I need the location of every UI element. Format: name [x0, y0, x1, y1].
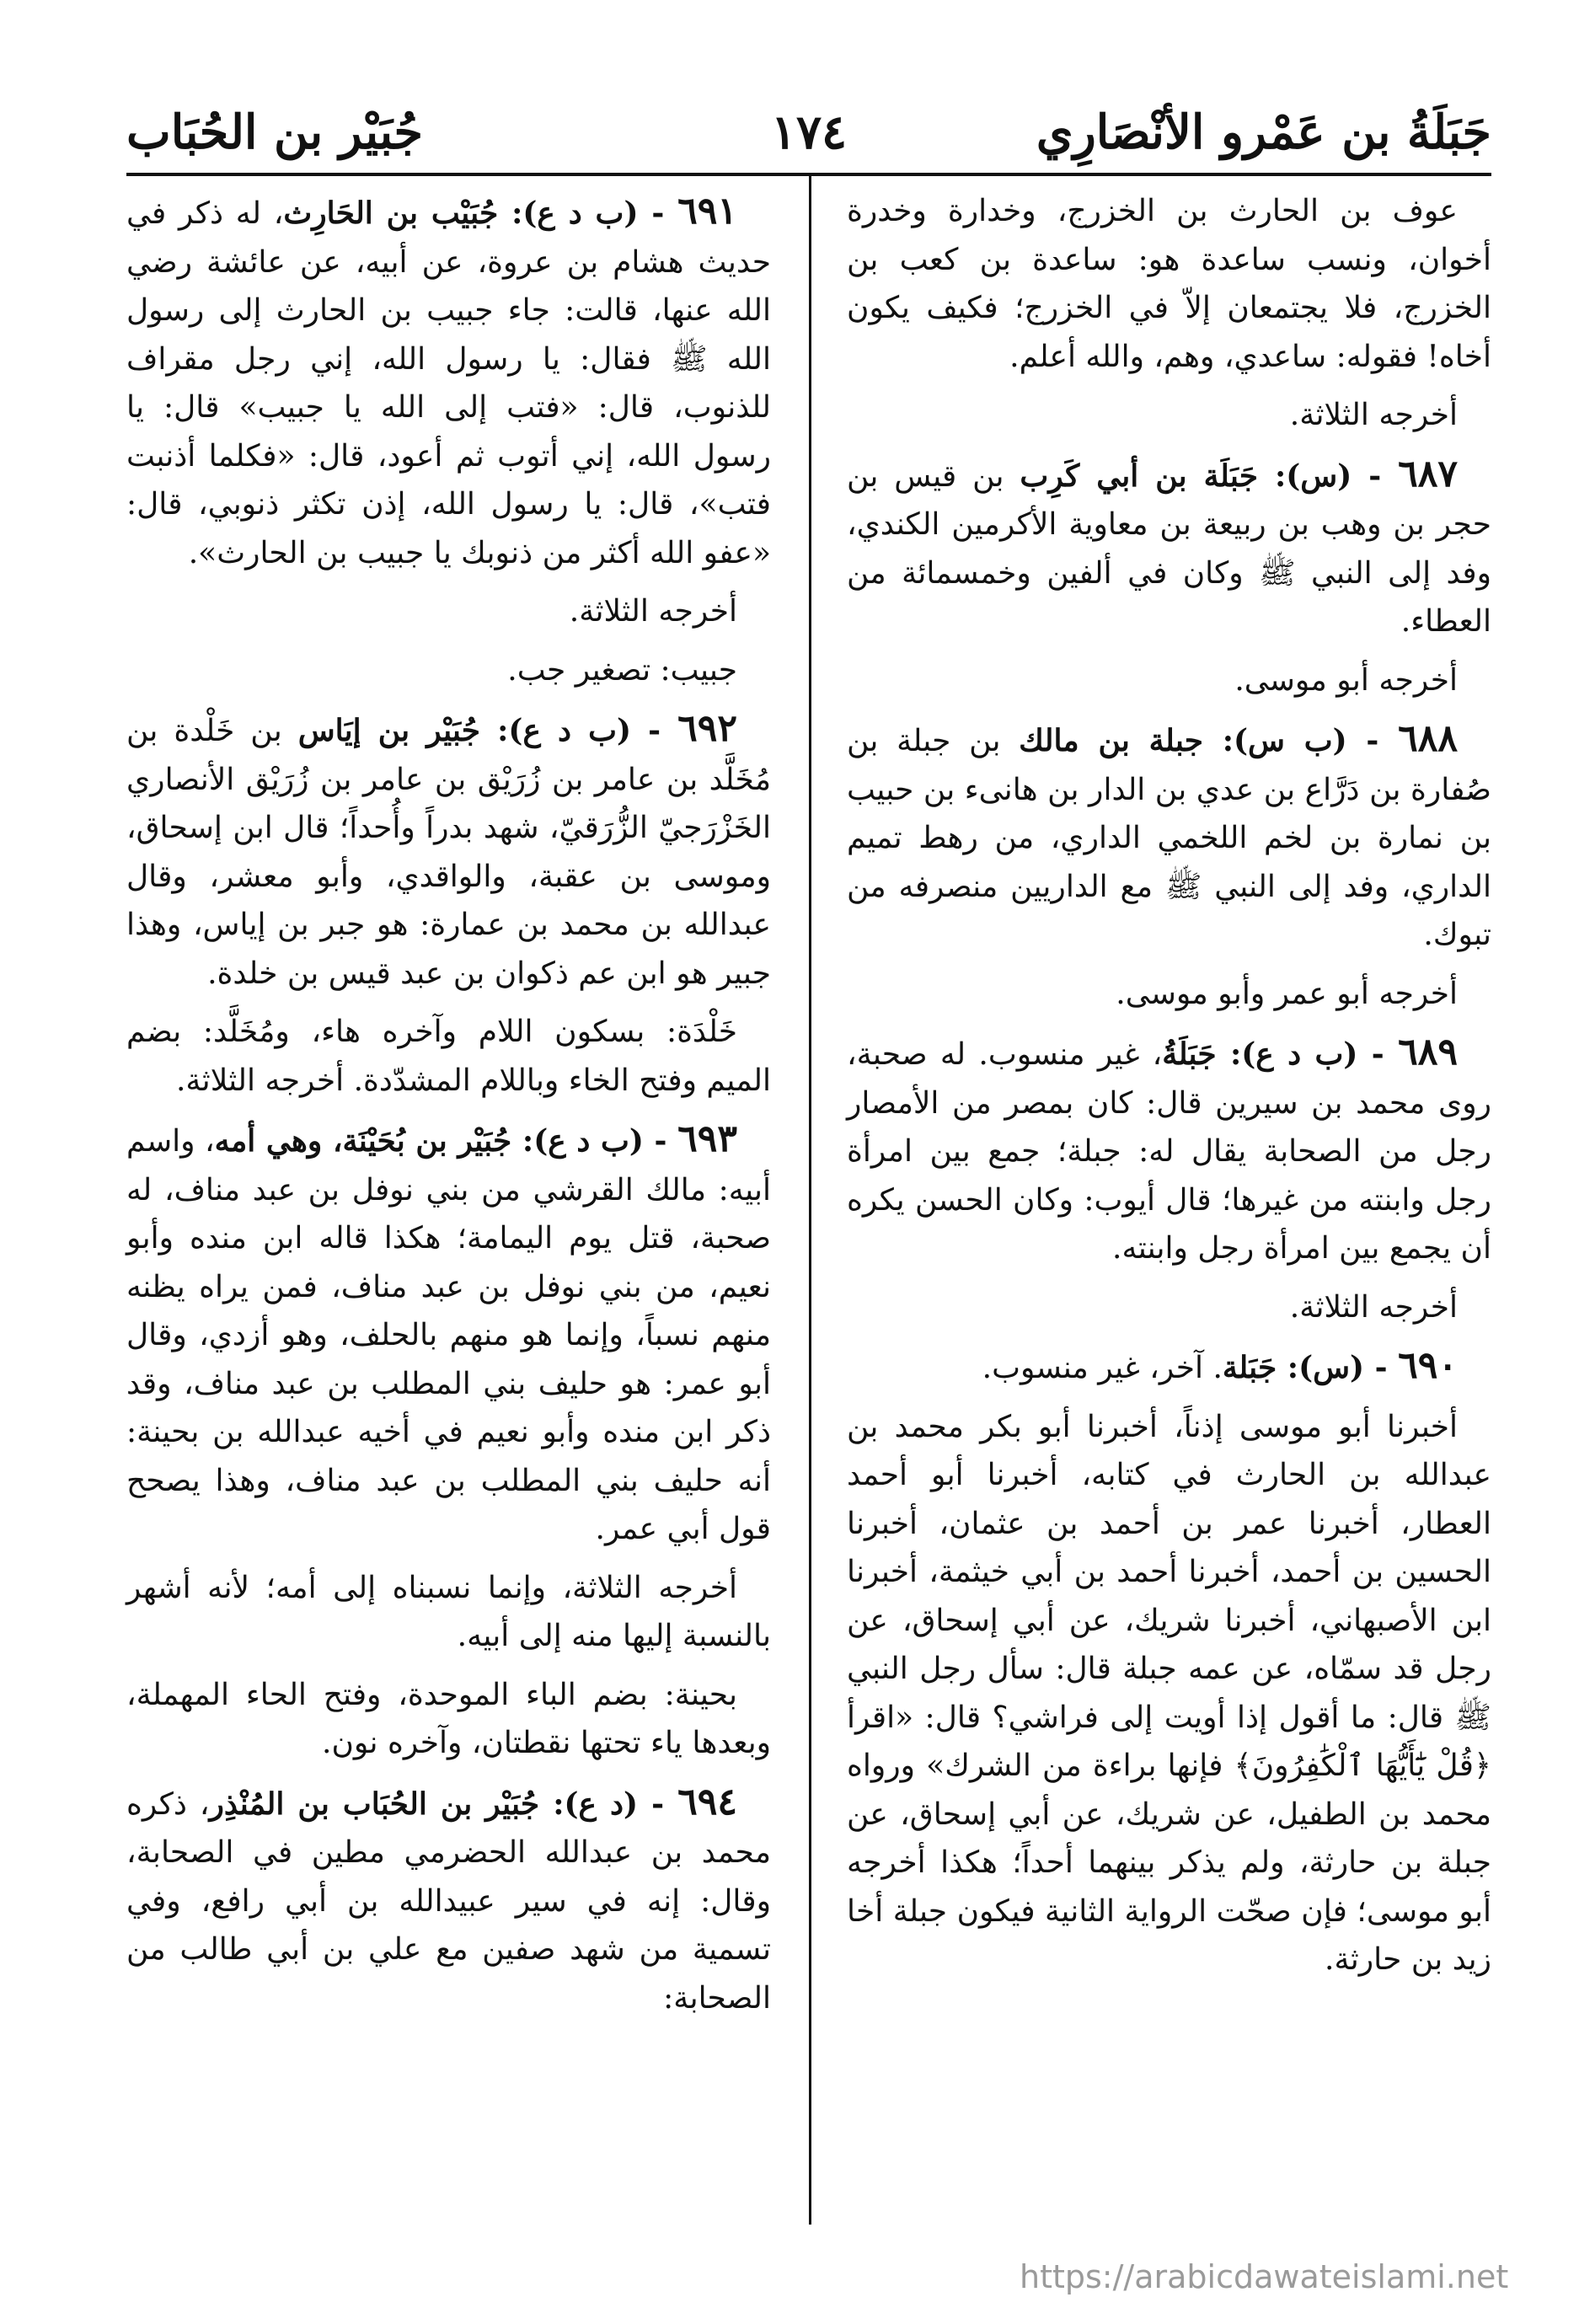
entry-number: ٦٨٨ [1398, 717, 1459, 760]
entry-paragraph [847, 715, 1491, 960]
entry-number: ٦٩٠ [1398, 1344, 1458, 1387]
entry-paragraph [126, 1115, 771, 1554]
entry-source-codes: - (د ع): [539, 1786, 678, 1822]
entry-paragraph [126, 704, 771, 998]
paragraph-text: أخبرنا أبو موسى إذناً، أخبرنا أبو بكر محمد بن عبدالله بن الحارث في كتابه، أخبرنا أبو أحمد العطار، أخبرنا عمر بن أحمد بن عثمان، أخبرنا الحسين بن أحمد، أخبرنا أحمد بن أبي خيثمة، أخبرنا ابن الأصبهاني، أخبرنا شريك، عن أبي إسحاق، عن رجل قد سمّاه، عن عمه جبلة قال: سأل رجل النبي ﷺ قال: ما أقول إذا أويت إلى فراشي؟ قال: «اقرأ ﴿قُلْ يَٰٓأَيُّهَا ٱلْكَٰفِرُونَ﴾ فإنها براءة من الشرك» ورواه محمد بن الطفيل، عن شريك، عن أبي إسحاق، عن جبلة بن حارثة، ولم يذكر بينهما أحداً؛ هكذا أخرجه أبو موسى؛ فإن صحّت الرواية الثانية فيكون جبلة أخا زيد بن حارثة. [847, 1409, 1491, 1977]
text-paragraph [847, 1403, 1491, 1984]
paragraph-text: ، غير منسوب. له صحبة، روى محمد بن سيرين قال: كان بمصر من الأمصار رجل من الصحابة يقال له: جبلة؛ جمع بين امرأة رجل وابنته من غيرها؛ قال أيوب: وكان الحسن يكره أن يجمع بين امرأة رجل وابنته. [847, 1037, 1491, 1266]
text-paragraph [847, 970, 1491, 1019]
entry-name: جُبَيْر بن الحُبَاب بن المُنْذِر [209, 1786, 540, 1822]
entry-paragraph [847, 450, 1491, 646]
page-number: ١٧٤ [770, 104, 848, 160]
entry-source-codes: - (ب د ع): [511, 1123, 678, 1159]
entry-source-codes: - (ب د ع): [498, 195, 678, 231]
entry-name: جُبَيْر بن بُحَيْنَة، وهي أمه [214, 1123, 512, 1159]
paragraph-text: أخرجه الثلاثة، وإنما نسبناه إلى أمه؛ لأنه أشهر بالنسبة إليها منه إلى أبيه. [126, 1570, 771, 1653]
paragraph-text: بحينة: بضم الباء الموحدة، وفتح الحاء المهملة، وبعدها ياء تحتها نقطتان، وآخره نون. [126, 1677, 771, 1760]
entry-name: جَبَلَةُ [1162, 1036, 1217, 1072]
page-header [126, 93, 1491, 185]
header-title-right: جَبَلَةُ بن عَمْرو الأنْصَارِي [1036, 104, 1491, 160]
text-paragraph [126, 646, 771, 695]
entry-source-codes: - (ب س): [1202, 723, 1399, 758]
entry-paragraph [126, 187, 771, 577]
paragraph-text: عوف بن الحارث بن الخزرج، وخدارة وخدرة أخوان، ونسب ساعدة هو: ساعدة بن كعب بن الخزرج، فلا يجتمعان إلاّ في الخزرج؛ فكيف يكون أخاه! فقوله: ساعدي، وهم، والله أعلم. [847, 194, 1491, 374]
paragraph-text: أخرجه أبو موسى. [1234, 662, 1458, 698]
entry-name: جُبَيْب بن الحَارِث [283, 195, 499, 231]
entry-number: ٦٩٤ [677, 1780, 737, 1823]
paragraph-text: أخرجه أبو عمر وأبو موسى. [1116, 976, 1458, 1011]
entry-name: جُبَيْر بن إيَاس [297, 713, 481, 748]
text-paragraph [847, 1283, 1491, 1332]
header-title-left: جُبَيْر بن الحُبَاب [126, 104, 423, 160]
paragraph-text: أخرجه الثلاثة. [1289, 398, 1458, 432]
entry-paragraph [126, 1778, 771, 2023]
text-paragraph [126, 1008, 771, 1105]
paragraph-text: ، واسم أبيه: مالك القرشي من بني نوفل بن عبد مناف، له صحبة، قتل يوم اليمامة؛ هكذا قاله ابن منده وأبو نعيم، من بني نوفل بن عبد مناف، فمن يراه يظنه منهم نسباً، وإنما هو منهم بالحلف، وهو أزدي، وقال أبو عمر: هو حليف بني المطلب بن عبد مناف، وقد ذكر ابن منده وأبو نعيم في أخيه عبدالله بن بحينة: أنه حليف بني المطلب بن عبد مناف، وهذا يصحح قول أبي عمر. [126, 1124, 771, 1546]
paragraph-text: بن جبلة بن صُفارة بن دَرَّاع بن عدي بن الدار بن هانىء بن حبيب بن نمارة بن لخم اللخمي الداري، من رهط تميم الداري، وفد إلى النبي ﷺ مع الداريين منصرفه من تبوك. [847, 724, 1491, 952]
paragraph-text: بن خَلْدة بن مُخَلَّد بن عامر بن زُرَيْق بن عامر بن زُرَيْق الأنصاري الخَزْرَجيّ الزُّرَقيّ، شهد بدراً وأُحداً؛ قال ابن إسحاق، وموسى بن عقبة، والواقدي، وأبو معشر، وقال عبدالله بن محمد بن عمارة: هو جبر بن إياس، وهذا جبير هو ابن عم ذكوان بن عبد قيس بن خلدة. [126, 714, 771, 991]
entry-number: ٦٩١ [677, 190, 737, 233]
paragraph-text: . آخر، غير منسوب. [982, 1351, 1223, 1385]
text-paragraph [126, 1671, 771, 1768]
paragraph-text: أخرجه الثلاثة. [569, 594, 737, 629]
watermark-url: https://arabicdawateislami.net [1020, 2258, 1509, 2295]
paragraph-text: ، ذكره محمد بن عبدالله الحضرمي مطين في الصحابة، وقال: إنه في سير عبيدالله بن أبي رافع، وفي تسمية من شهد صفين مع علي بن أبي طالب من الصحابة: [126, 1786, 771, 2016]
entry-number: ٦٩٢ [677, 707, 737, 750]
paragraph-text: أخرجه الثلاثة. [1289, 1289, 1458, 1325]
paragraph-text: ، له ذكر في حديث هشام بن عروة، عن أبيه، عن عائشة رضي الله عنها، قالت: جاء جبيب بن الحارث إلى رسول الله ﷺ فقال: يا رسول الله، إني رجل مقراف للذنوب، قال: «فتب إلى الله يا جبيب» قال: يا رسول الله، إني أتوب ثم أعود، قال: «فكلما أذنبت فتب»، قال: يا رسول الله، إذن تكثر ذنوبي، قال: «عفو الله أكثر من ذنوبك يا جبيب بن الحارث». [126, 196, 771, 570]
text-paragraph [847, 391, 1491, 440]
entry-number: ٦٩٣ [677, 1117, 738, 1160]
paragraph-text: بن قيس بن حجر بن وهب بن ربيعة بن معاوية الأكرمين الكندي، وفد إلى النبي ﷺ وكان في ألفين وخمسمائة من العطاء. [847, 458, 1491, 639]
paragraph-text: جبيب: تصغير جب. [507, 652, 737, 688]
entry-name: جَبَلة [1222, 1350, 1277, 1385]
entry-number: ٦٨٧ [1398, 452, 1459, 495]
entry-number: ٦٨٩ [1398, 1031, 1458, 1074]
left-column [126, 187, 771, 2022]
entry-paragraph [847, 1341, 1491, 1393]
text-paragraph [847, 187, 1491, 381]
text-paragraph [847, 656, 1491, 705]
entry-name: جَبَلَة بن أبي كَرِب [1020, 458, 1258, 494]
entry-paragraph [847, 1028, 1491, 1273]
entry-source-codes: - (ب د ع): [480, 713, 678, 748]
paragraph-text: خَلْدَة: بسكون اللام وآخره هاء، ومُخَلَّد: بضم الميم وفتح الخاء وباللام المشدّدة. أخرجه الثلاثة. [126, 1015, 771, 1098]
entry-source-codes: - (س): [1277, 1350, 1399, 1385]
entry-name: جبلة بن مالك [1019, 723, 1203, 758]
column-divider [809, 173, 811, 2225]
right-column [847, 187, 1491, 1984]
entry-source-codes: - (ب د ع): [1216, 1036, 1399, 1072]
text-paragraph [126, 587, 771, 636]
entry-source-codes: - (س): [1257, 458, 1399, 494]
text-paragraph [126, 1564, 771, 1661]
